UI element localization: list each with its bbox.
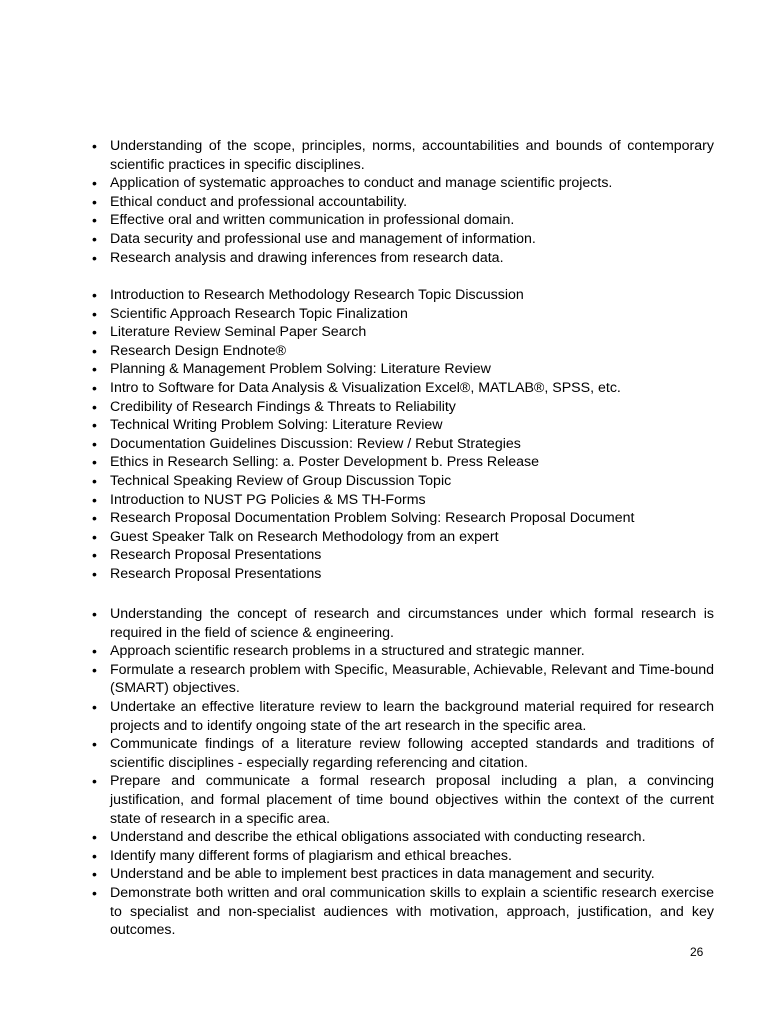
list-item: • Guest Speaker Talk on Research Methodology from an expert (90, 528, 714, 547)
objectives-list (90, 605, 714, 940)
list-item: • Planning & Management Problem Solving: Literature Review (90, 360, 714, 379)
list-item: • Research Design Endnote® (90, 342, 714, 361)
list-item: • Introduction to Research Methodology Research Topic Discussion (90, 286, 714, 305)
list-item: • Identify many different forms of plagiarism and ethical breaches. (90, 847, 714, 866)
list-item: • Data security and professional use and management of information. (90, 230, 714, 249)
list-item: • Approach scientific research problems in a structured and strategic manner. (90, 642, 714, 661)
topics-list (90, 286, 714, 584)
list-item: • Understanding the concept of research and circumstances under which formal research is required in the field of science & engineering. (90, 605, 714, 642)
list-item: • Research Proposal Presentations (90, 565, 714, 584)
list-item: • Research Proposal Presentations (90, 546, 714, 565)
list-item: • Literature Review Seminal Paper Search (90, 323, 714, 342)
list-item: • Formulate a research problem with Specific, Measurable, Achievable, Relevant and Time-bound (SMART) objectives. (90, 661, 714, 698)
list-item: • Intro to Software for Data Analysis & Visualization Excel®, MATLAB®, SPSS, etc. (90, 379, 714, 398)
list-item: • Research Proposal Documentation Problem Solving: Research Proposal Document (90, 509, 714, 528)
list-item: • Communicate findings of a literature review following accepted standards and traditions of scientific disciplines - especially regarding referencing and citation. (90, 735, 714, 772)
list-item: • Research analysis and drawing inferences from research data. (90, 249, 714, 268)
list-item: • Ethics in Research Selling: a. Poster Development b. Press Release (90, 453, 714, 472)
list-item: • Technical Writing Problem Solving: Literature Review (90, 416, 714, 435)
list-item: • Introduction to NUST PG Policies & MS TH-Forms (90, 491, 714, 510)
outcomes-list (90, 137, 714, 267)
list-item: • Credibility of Research Findings & Threats to Reliability (90, 398, 714, 417)
list-item: • Application of systematic approaches to conduct and manage scientific projects. (90, 174, 714, 193)
list-item: • Prepare and communicate a formal research proposal including a plan, a convincing justification, and formal placement of time bound objectives within the context of the current state of research in a specific area. (90, 772, 714, 828)
page-number: 26 (690, 945, 704, 959)
list-item: • Scientific Approach Research Topic Finalization (90, 305, 714, 324)
list-item: • Understanding of the scope, principles, norms, accountabilities and bounds of contemporary scientific practices in specific disciplines. (90, 137, 714, 174)
list-item: • Undertake an effective literature review to learn the background material required for research projects and to identify ongoing state of the art research in the specific area. (90, 698, 714, 735)
list-item: • Understand and be able to implement best practices in data management and security. (90, 865, 714, 884)
list-item: • Ethical conduct and professional accountability. (90, 193, 714, 212)
list-item: • Technical Speaking Review of Group Discussion Topic (90, 472, 714, 491)
list-item: • Demonstrate both written and oral communication skills to explain a scientific research exercise to specialist and non-specialist audiences with motivation, approach, justification, and key outcomes. (90, 884, 714, 940)
list-item: • Understand and describe the ethical obligations associated with conducting research. (90, 828, 714, 847)
list-item: • Effective oral and written communication in professional domain. (90, 211, 714, 230)
list-item: • Documentation Guidelines Discussion: Review / Rebut Strategies (90, 435, 714, 454)
